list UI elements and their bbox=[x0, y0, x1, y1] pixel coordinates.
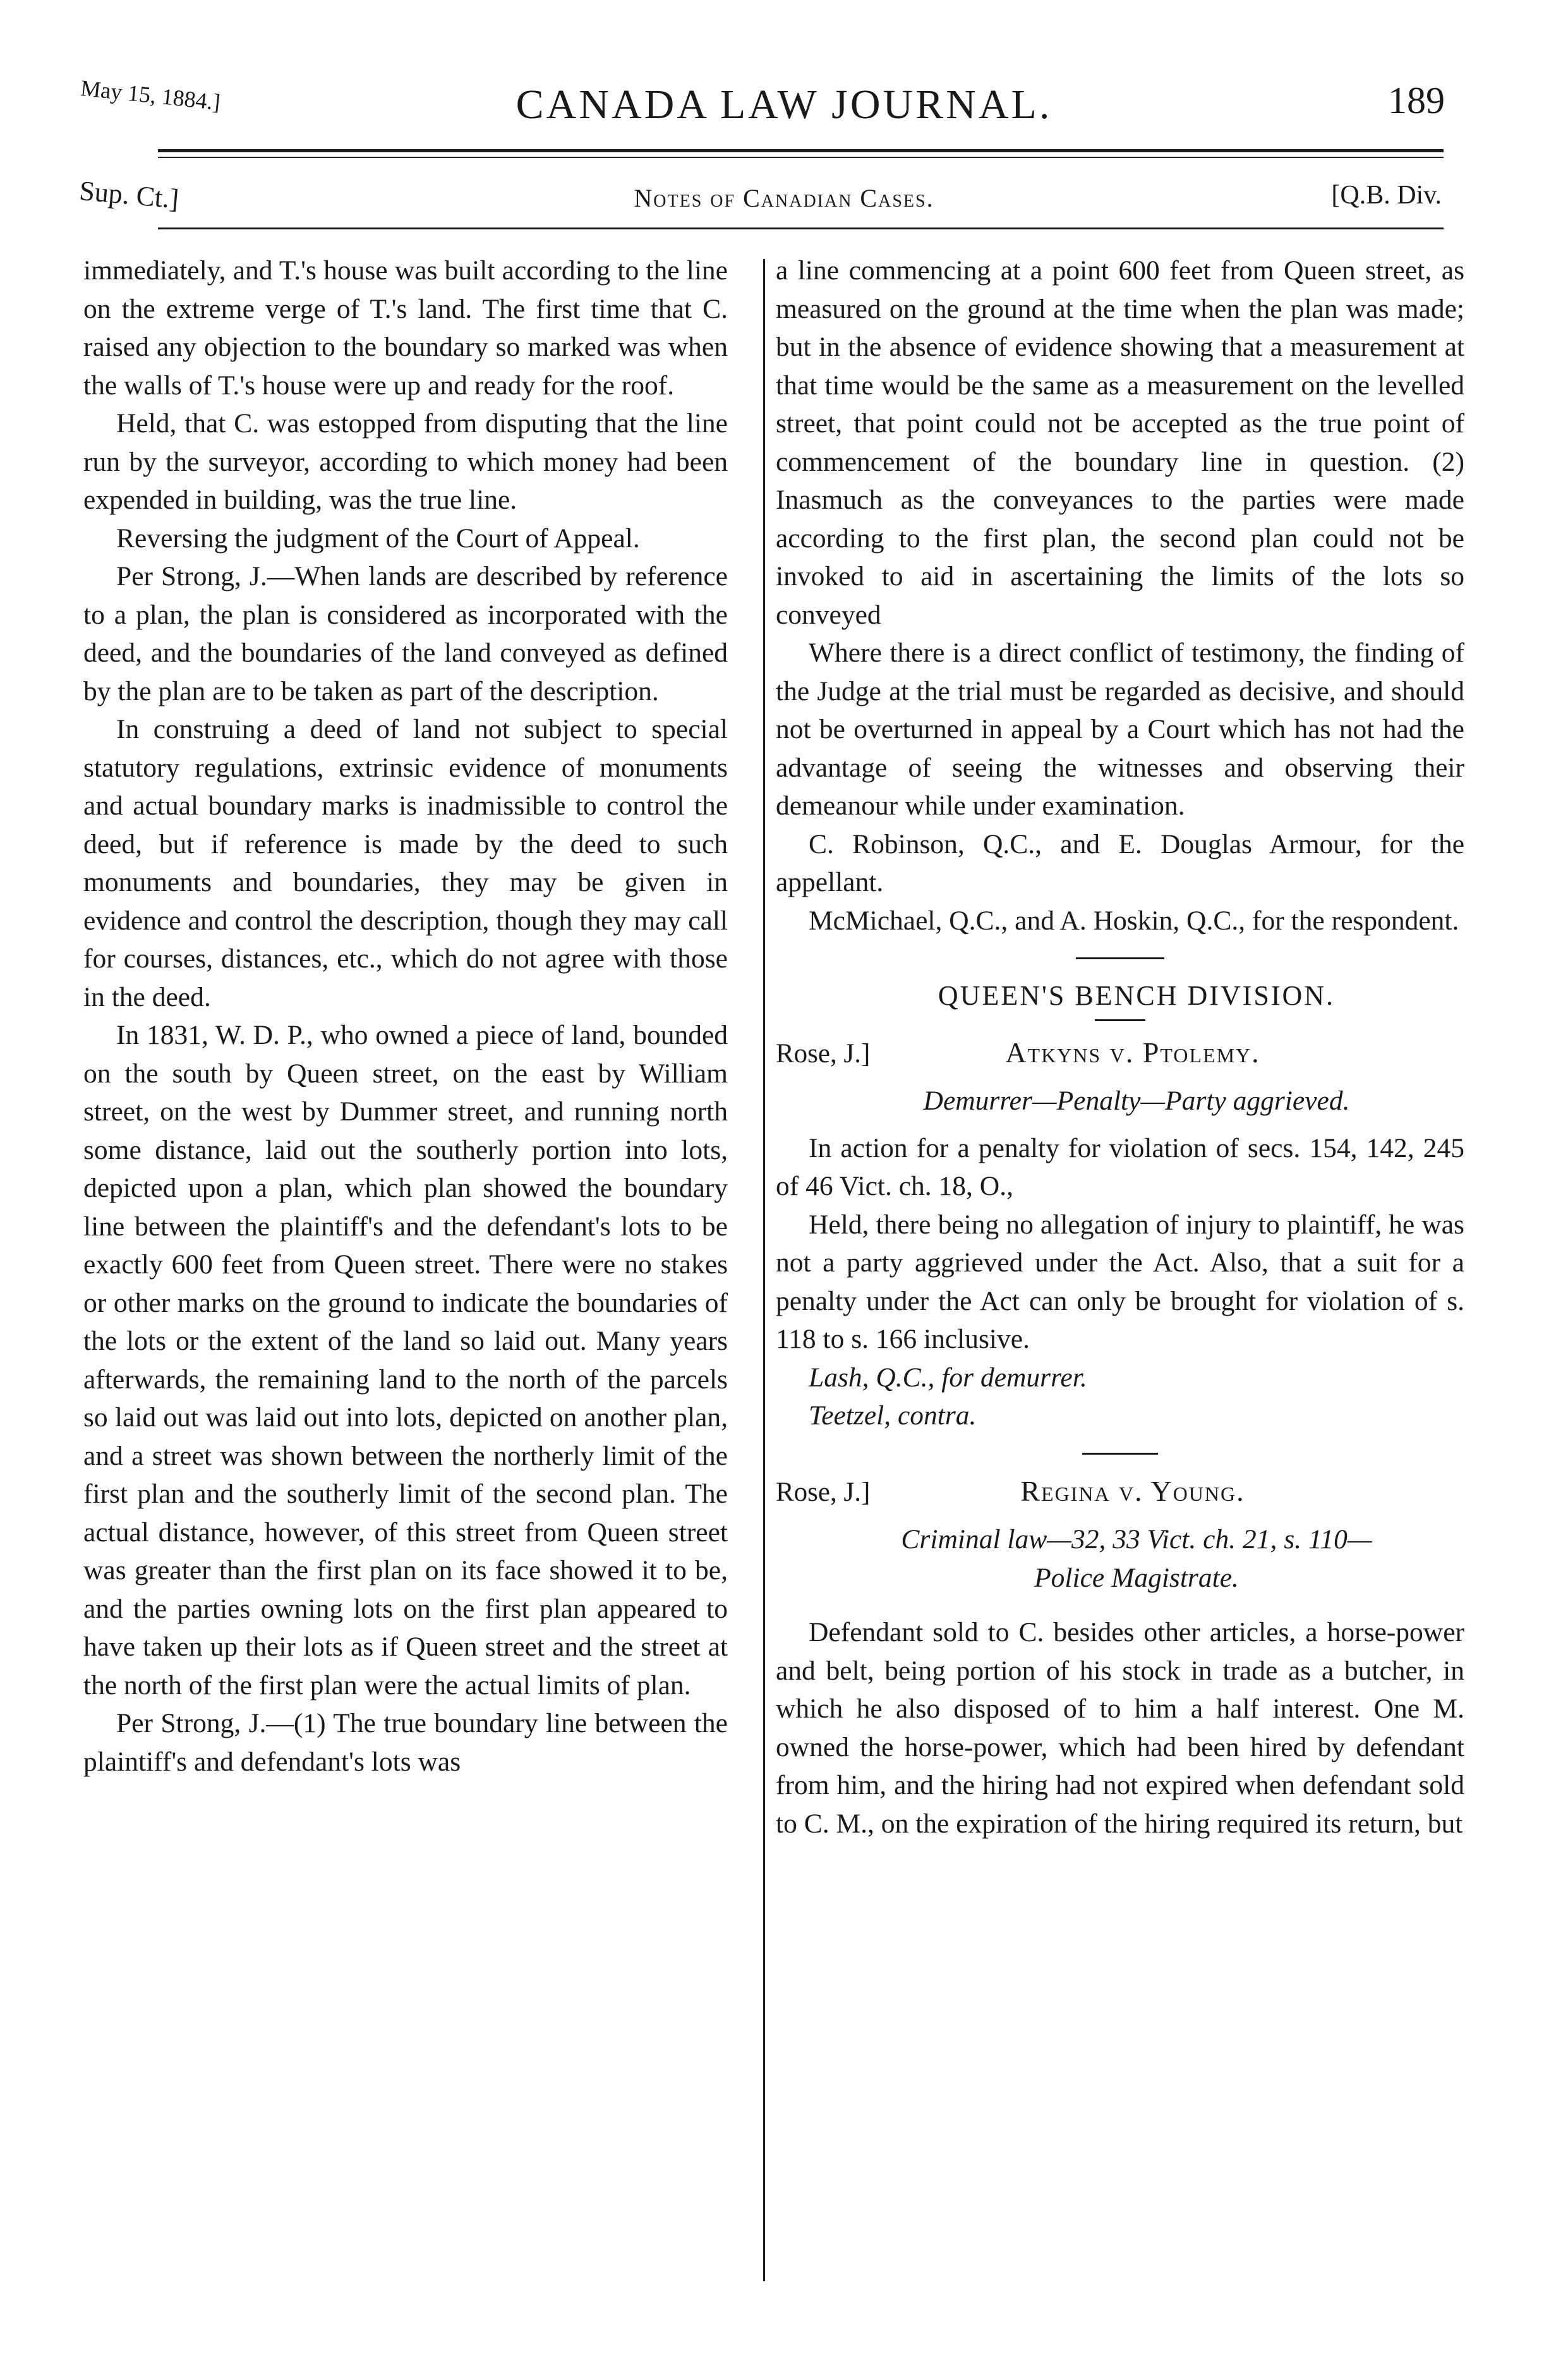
paragraph: Held, there being no allegation of injury to plaintiff, he was not a party aggrieved under the Act. Also, that a suit for a penalty under the Act can only be brought for violation of s. 118 to s. 166 inclusive. bbox=[776, 1209, 1464, 1354]
counsel-demurrer: Lash, Q.C., for demurrer. bbox=[809, 1362, 1087, 1393]
case-title: Atkyns v. Ptolemy. bbox=[1005, 1036, 1260, 1069]
case-header bbox=[776, 1034, 1464, 1074]
section-title: Notes of Canadian Cases. bbox=[634, 184, 934, 212]
paragraph: In action for a penalty for violation of secs. 154, 142, 245 of 46 Vict. ch. 18, O., bbox=[776, 1132, 1464, 1201]
counsel-respondent: McMichael, Q.C., and A. Hoskin, Q.C., for the respondent. bbox=[809, 905, 1459, 936]
journal-title: CANADA LAW JOURNAL. bbox=[516, 82, 1052, 128]
right-column bbox=[776, 252, 1464, 1843]
subheader-rule bbox=[158, 227, 1444, 229]
judge-name: Rose, J.] bbox=[776, 1038, 871, 1069]
header-rule-thin bbox=[158, 157, 1444, 158]
case-header bbox=[776, 1472, 1464, 1512]
paragraph: In 1831, W. D. P., who owned a piece of land, bounded on the south by Queen street, on the east by William street, on the west by Dummer street, and running north some distance, laid out the southerly portion into lots, depicted upon a plan, which plan showed the boundary line between the plaintiff's and the defendant's lots to be exactly 600 feet from Queen street. There were no stakes or other marks on the ground to indicate the boundaries of the lots or the extent of the land so laid out. Many years afterwards, the remaining land to the north of the parcels so laid out was laid out into lots, depicted on another plan, and a street was shown between the northerly limit of the first plan and the southerly limit of the second plan. The actual distance, however, of this street from Queen street was greater than the first plan on its face showed it to be, and the parties owning lots on the first plan appeared to have taken up their lots as if Queen street and the street at the north of the first plan were the actual limits of plan. bbox=[83, 1020, 728, 1700]
paragraph: Held, that C. was estopped from disputing that the line run by the surveyor, according to which money had been expended in building, was the true line. bbox=[83, 408, 728, 515]
court-right: [Q.B. Div. bbox=[1331, 181, 1442, 210]
section-separator bbox=[1082, 1453, 1158, 1455]
case-headnote: Police Magistrate. bbox=[1034, 1562, 1239, 1593]
section-separator bbox=[1076, 957, 1164, 959]
paragraph: immediately, and T.'s house was built according to the line on the extreme verge of T.'s land. The first time that C. raised any objection to the boundary so marked was when the walls of T.'s house were up and ready for the roof. bbox=[83, 255, 728, 401]
counsel-appellant: C. Robinson, Q.C., and E. Douglas Armour, for the appellant. bbox=[776, 828, 1464, 897]
page-number: 189 bbox=[1388, 80, 1445, 121]
left-column bbox=[83, 252, 728, 1781]
paragraph: Per Strong, J.—(1) The true boundary line between the plaintiff's and defendant's lots was bbox=[83, 1708, 728, 1777]
header-rule-thick bbox=[158, 149, 1444, 152]
court-left: Sup. Ct.] bbox=[78, 174, 181, 215]
section-separator bbox=[1095, 1019, 1145, 1021]
division-heading: QUEEN'S BENCH DIVISION. bbox=[938, 980, 1336, 1011]
counsel-contra: Teetzel, contra. bbox=[809, 1400, 977, 1431]
paragraph: Defendant sold to C. besides other articles, a horse-power and belt, being portion of his stock in trade as a butcher, in which he also disposed of to him a half interest. One M. owned the horse-power, which had been hired by defendant from him, and the hiring had not expired when defendant sold to C. M., on the expiration of the hiring required its return, but bbox=[776, 1617, 1464, 1839]
paragraph: Per Strong, J.—When lands are described by reference to a plan, the plan is considered as incorporated with the deed, and the boundaries of the land conveyed as defined by the plan are to be taken as part of the description. bbox=[83, 561, 728, 706]
case-headnote: Criminal law—32, 33 Vict. ch. 21, s. 110— bbox=[901, 1524, 1372, 1555]
paragraph: Reversing the judgment of the Court of Appeal. bbox=[116, 523, 640, 554]
case-title: Regina v. Young. bbox=[1020, 1474, 1245, 1507]
paragraph: Where there is a direct conflict of testimony, the finding of the Judge at the trial must be regarded as decisive, and should not be overturned in appeal by a Court which has not had the advantage of seeing the witnesses and observing their demeanour while under examination. bbox=[776, 638, 1464, 821]
paragraph: a line commencing at a point 600 feet from Queen street, as measured on the ground at the time when the plan was made; but in the absence of evidence showing that a measurement at that time would be the same as a measurement on the levelled street, that point could not be accepted as the true point of commencement of the boundary line in question. (2) Inasmuch as the conveyances to the parties were made according to the first plan, the second plan could not be invoked to aid in ascertaining the limits of the lots so conveyed bbox=[776, 255, 1464, 630]
judge-name: Rose, J.] bbox=[776, 1477, 871, 1507]
column-divider bbox=[763, 259, 765, 2281]
paragraph: In construing a deed of land not subject to special statutory regulations, extrinsic evidence of monuments and actual boundary marks is inadmissible to control the deed, but if reference is made by the deed to such monuments and boundaries, they may be given in evidence and control the description, though they may call for courses, distances, etc., which do not agree with those in the deed. bbox=[83, 714, 728, 1012]
case-headnote: Demurrer—Penalty—Party aggrieved. bbox=[923, 1086, 1350, 1116]
issue-date: May 15, 1884.] bbox=[79, 75, 222, 115]
